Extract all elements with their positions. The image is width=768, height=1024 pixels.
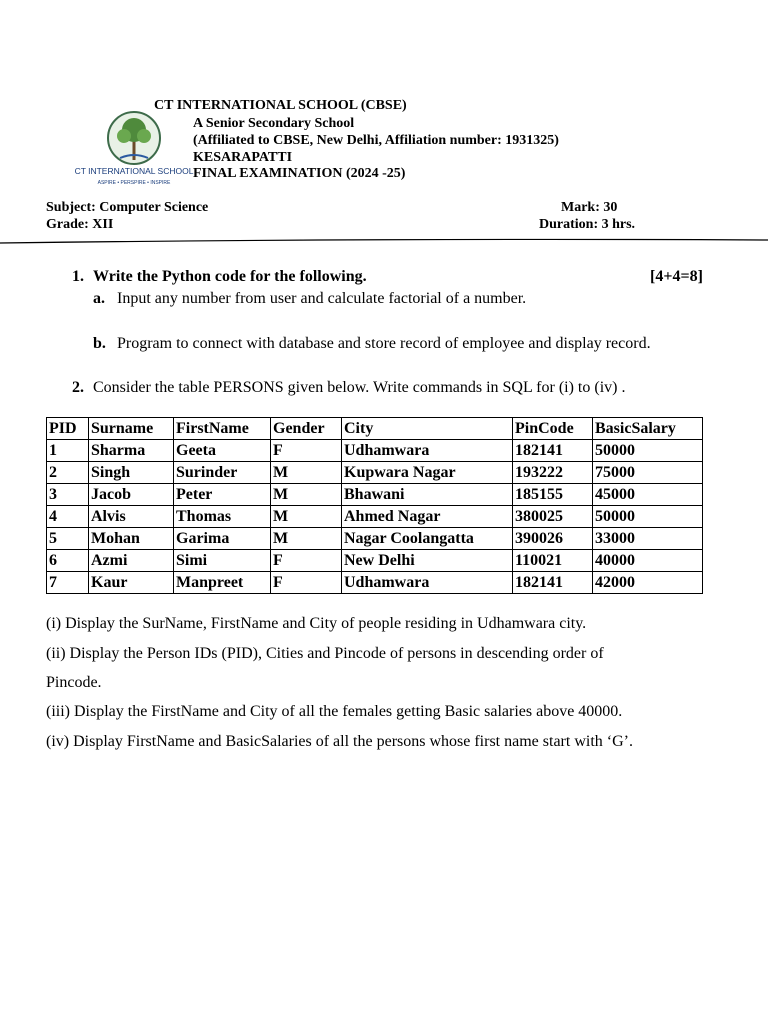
table-row — [47, 572, 703, 594]
logo-text: CT INTERNATIONAL SCHOOL — [74, 166, 194, 176]
cell: 182141 — [513, 440, 593, 462]
cell: Singh — [89, 462, 174, 484]
cell: 3 — [47, 484, 89, 506]
table-row — [47, 440, 703, 462]
duration: Duration: 3 hrs. — [539, 217, 636, 232]
cell: 75000 — [593, 462, 703, 484]
affiliation: (Affiliated to CBSE, New Delhi, Affiliation number: 1931325) — [193, 133, 559, 148]
cell: Azmi — [89, 550, 174, 572]
table-row — [47, 484, 703, 506]
table-row — [47, 550, 703, 572]
cell: Alvis — [89, 506, 174, 528]
cell: 42000 — [593, 572, 703, 594]
cell: 390026 — [513, 528, 593, 550]
header-pid: PID — [47, 418, 89, 440]
persons-table — [46, 417, 703, 594]
cell: 5 — [47, 528, 89, 550]
cell: 50000 — [593, 440, 703, 462]
cell: 33000 — [593, 528, 703, 550]
subquestion-iii: (iii) Display the FirstName and City of all the females getting Basic salaries above 40000. — [46, 703, 623, 720]
header-divider — [0, 238, 768, 244]
cell: Udhamwara — [342, 572, 513, 594]
cell: 110021 — [513, 550, 593, 572]
table-row — [47, 462, 703, 484]
q2-text: Consider the table PERSONS given below. Write commands in SQL for (i) to (iv) . — [93, 379, 626, 396]
cell: M — [271, 484, 342, 506]
cell: Udhamwara — [342, 440, 513, 462]
cell: 193222 — [513, 462, 593, 484]
cell: Peter — [174, 484, 271, 506]
q1-number: 1. — [72, 268, 84, 285]
cell: 45000 — [593, 484, 703, 506]
header-city: City — [342, 418, 513, 440]
cell: M — [271, 506, 342, 528]
cell: Surinder — [174, 462, 271, 484]
q1a-text: Input any number from user and calculate factorial of a number. — [117, 290, 527, 307]
cell: Simi — [174, 550, 271, 572]
school-place: KESARAPATTI — [193, 150, 293, 165]
table-header-row — [47, 418, 703, 440]
cell: 4 — [47, 506, 89, 528]
cell: Garima — [174, 528, 271, 550]
cell: Bhawani — [342, 484, 513, 506]
cell: 40000 — [593, 550, 703, 572]
subquestion-ii-cont: Pincode. — [46, 674, 102, 691]
table-row — [47, 506, 703, 528]
cell: 7 — [47, 572, 89, 594]
cell: New Delhi — [342, 550, 513, 572]
cell: Jacob — [89, 484, 174, 506]
subquestion-ii: (ii) Display the Person IDs (PID), Cities and Pincode of persons in descending order of — [46, 645, 604, 662]
cell: 380025 — [513, 506, 593, 528]
cell: Manpreet — [174, 572, 271, 594]
cell: Geeta — [174, 440, 271, 462]
cell: 185155 — [513, 484, 593, 506]
cell: Mohan — [89, 528, 174, 550]
cell: Ahmed Nagar — [342, 506, 513, 528]
header-gender: Gender — [271, 418, 342, 440]
q1-text: Write the Python code for the following. — [93, 268, 367, 285]
grade: Grade: XII — [46, 217, 114, 232]
q1b-text: Program to connect with database and store record of employee and display record. — [117, 335, 651, 352]
mark: Mark: 30 — [561, 200, 618, 215]
q2-number: 2. — [72, 379, 84, 396]
school-logo — [74, 108, 194, 188]
exam-title: FINAL EXAMINATION (2024 -25) — [193, 166, 406, 181]
cell: F — [271, 550, 342, 572]
cell: 2 — [47, 462, 89, 484]
cell: F — [271, 440, 342, 462]
cell: Kupwara Nagar — [342, 462, 513, 484]
cell: Thomas — [174, 506, 271, 528]
q1a-label: a. — [93, 290, 105, 307]
cell: 50000 — [593, 506, 703, 528]
q1-marks: [4+4=8] — [650, 268, 703, 285]
header-basicsalary: BasicSalary — [593, 418, 703, 440]
subject: Subject: Computer Science — [46, 200, 209, 215]
cell: M — [271, 462, 342, 484]
header-surname: Surname — [89, 418, 174, 440]
cell: M — [271, 528, 342, 550]
cell: Kaur — [89, 572, 174, 594]
school-subtitle: A Senior Secondary School — [193, 116, 355, 131]
subquestion-i: (i) Display the SurName, FirstName and City of people residing in Udhamwara city. — [46, 615, 587, 632]
cell: 6 — [47, 550, 89, 572]
header-pincode: PinCode — [513, 418, 593, 440]
q1b-label: b. — [93, 335, 106, 352]
cell: Sharma — [89, 440, 174, 462]
school-name: CT INTERNATIONAL SCHOOL (CBSE) — [154, 98, 407, 113]
cell: 1 — [47, 440, 89, 462]
cell: F — [271, 572, 342, 594]
subquestion-iv: (iv) Display FirstName and BasicSalaries of all the persons whose first name start with ‘G’. — [46, 733, 633, 750]
header-firstname: FirstName — [174, 418, 271, 440]
table-row — [47, 528, 703, 550]
cell: Nagar Coolangatta — [342, 528, 513, 550]
cell: 182141 — [513, 572, 593, 594]
logo-motto: ASPIRE • PERSPIRE • INSPIRE — [97, 180, 171, 186]
